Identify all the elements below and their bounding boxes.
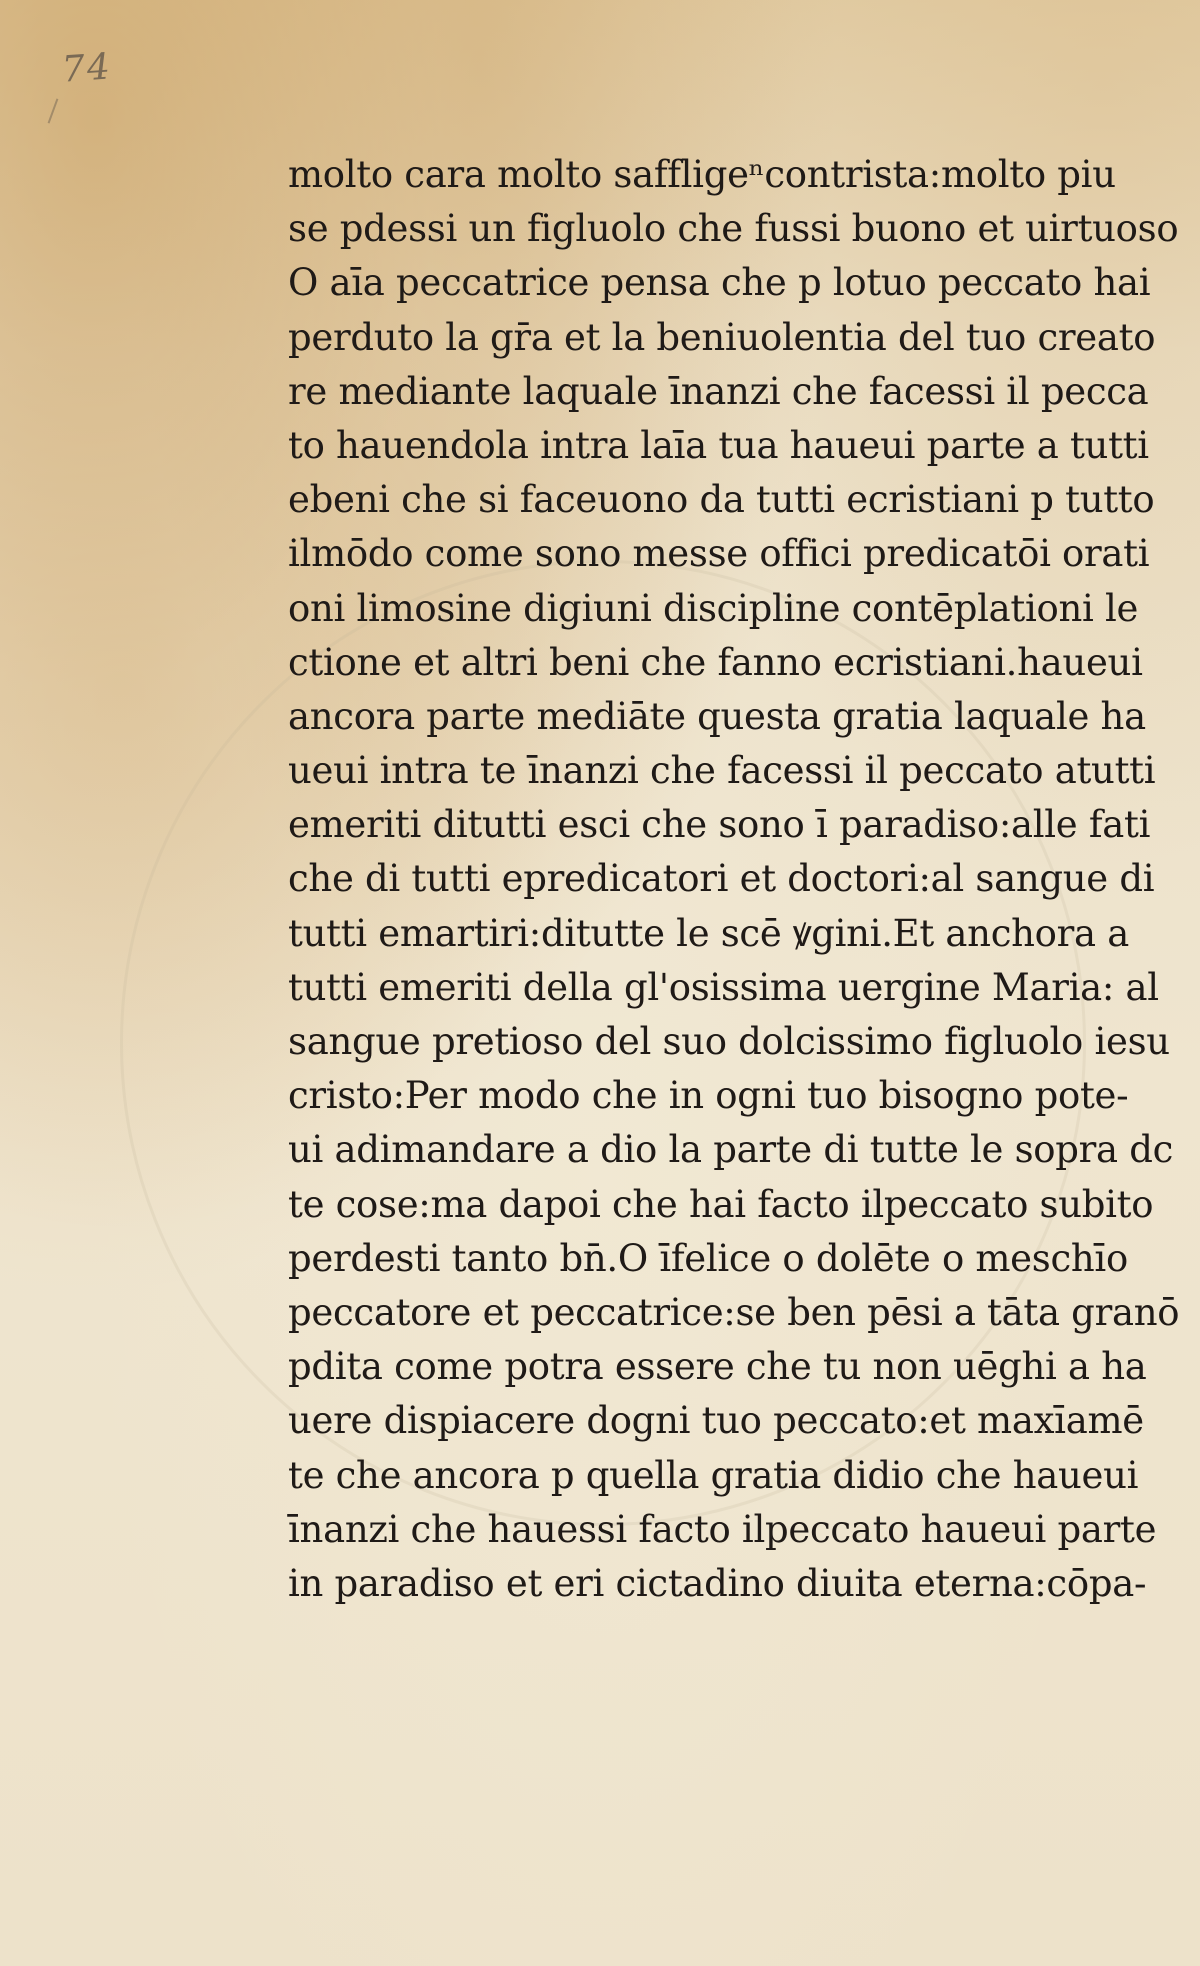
text-line: īnanzi che hauessi facto ilpeccato haueui parte xyxy=(288,1507,1157,1551)
text-block xyxy=(288,148,1180,1611)
folio-number: 74 xyxy=(60,46,114,91)
text-line: ui adimandare a dio la parte di tutte le sopra dc xyxy=(288,1128,1174,1172)
text-line: to hauendola intra laīa tua haueui parte a tutti xyxy=(288,423,1149,467)
text-line: in paradiso et eri cictadino diuita eterna:cōpa- xyxy=(288,1561,1147,1605)
text-line: O aīa peccatrice pensa che p lotuo peccato hai xyxy=(288,261,1151,305)
text-line: ueui intra te īnanzi che facessi il peccato atutti xyxy=(288,749,1156,793)
text-line: re mediante laquale īnanzi che facessi il pecca xyxy=(288,369,1149,413)
text-line: perduto la gr̄a et la beniuolentia del tuo creato xyxy=(288,315,1156,359)
text-line: te che ancora p quella gratia didio che haueui xyxy=(288,1453,1139,1497)
text-line: ebeni che si faceuono da tutti ecristiani p tutto xyxy=(288,478,1155,522)
text-line: pdita come potra essere che tu non uēghi a ha xyxy=(288,1345,1147,1389)
folio-mark xyxy=(48,98,59,123)
text-line: tutti emeriti della gl'osissima uergine Maria: al xyxy=(288,965,1159,1009)
text-line: te cose:ma dapoi che hai facto ilpeccato subito xyxy=(288,1182,1154,1226)
text-line: che di tutti epredicatori et doctori:al sangue di xyxy=(288,857,1155,901)
text-line: se pdessi un figluolo che fussi buono et uirtuoso xyxy=(288,207,1179,251)
text-line: tutti emartiri:ditutte le scē ꝟgini.Et anchora a xyxy=(288,911,1129,955)
text-line: uere dispiacere dogni tuo peccato:et maxīamē xyxy=(288,1399,1144,1443)
text-line: peccatore et peccatrice:se ben pēsi a tāta granō xyxy=(288,1290,1180,1334)
text-line: emeriti ditutti esci che sono ī paradiso:alle fati xyxy=(288,803,1151,847)
text-line: ancora parte mediāte questa gratia laquale ha xyxy=(288,694,1146,738)
text-line: oni limosine digiuni discipline contēplationi le xyxy=(288,586,1139,630)
text-line: molto cara molto saffligeⁿcontrista:molto piu xyxy=(288,153,1116,196)
text-line: sangue pretioso del suo dolcissimo figluolo iesu xyxy=(288,1020,1170,1063)
text-line: cristo:Per modo che in ogni tuo bisogno pote- xyxy=(288,1074,1129,1118)
text-line: ctione et altri beni che fanno ecristiani.haueui xyxy=(288,640,1143,684)
text-line: ilmōdo come sono messe offici predicatōi orati xyxy=(288,532,1150,576)
text-line: perdesti tanto bn̄.O īfelice o dolēte o meschīo xyxy=(288,1236,1128,1280)
